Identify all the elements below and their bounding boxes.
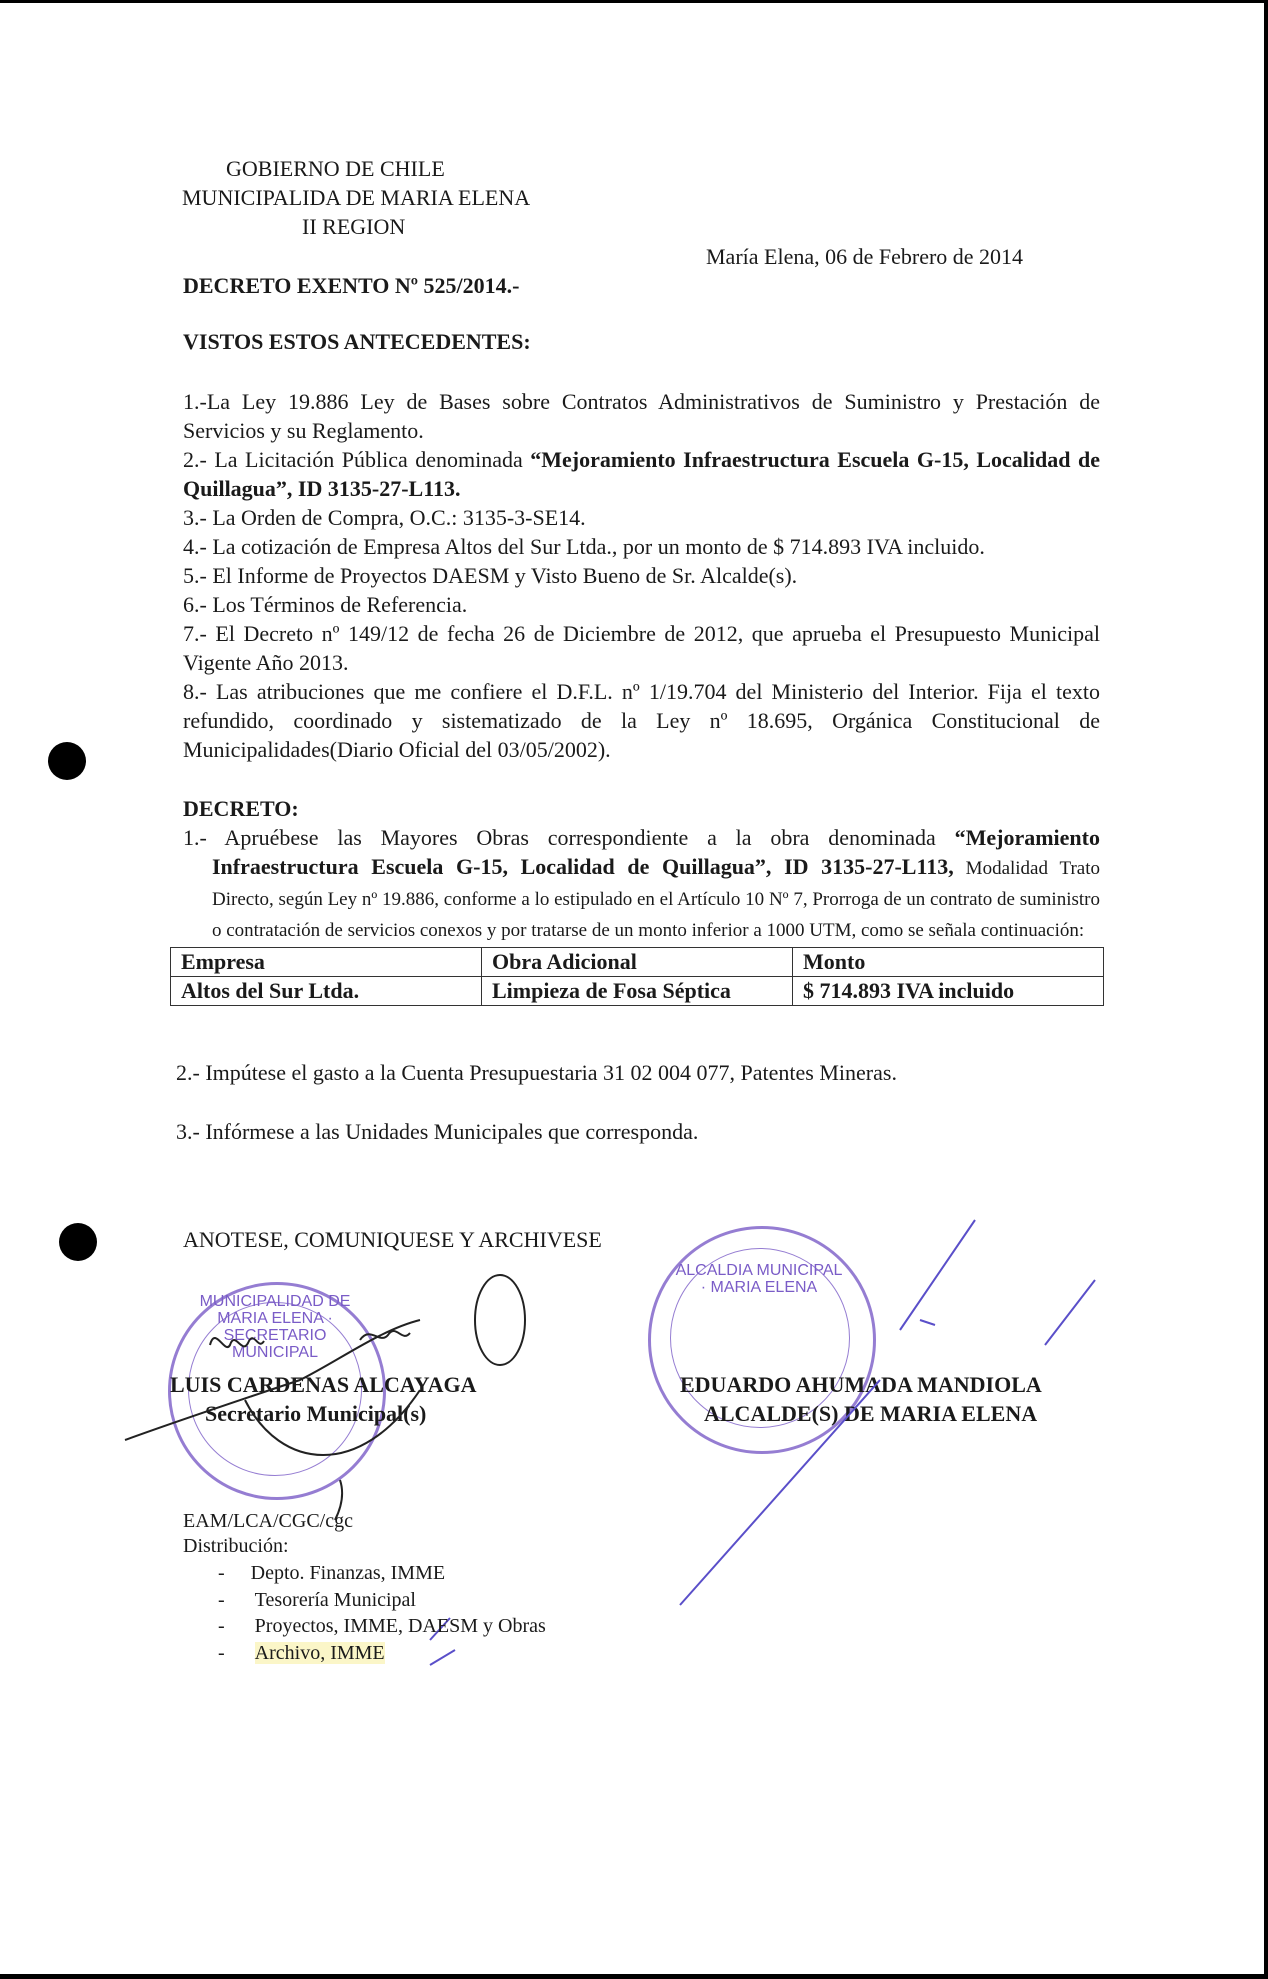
document-date: María Elena, 06 de Febrero de 2014 <box>706 244 1024 269</box>
signer-left-title: Secretario Municipal(s) <box>205 1401 427 1426</box>
decreto-item-2: 2.- Impútese el gasto a la Cuenta Presupuestaria 31 02 004 077, Patentes Mineras. <box>176 1060 897 1085</box>
decreto-title: DECRETO: <box>183 796 299 821</box>
vistos-item: 1.-La Ley 19.886 Ley de Bases sobre Contratos Administrativos de Suministro y Prestación de Servicios y su Reglamento. <box>183 389 1100 443</box>
list-item: - Depto. Finanzas, IMME <box>218 1562 446 1584</box>
table-cell: Altos del Sur Ltda. <box>171 977 482 1006</box>
vistos-item: 6.- Los Términos de Referencia. <box>183 592 468 617</box>
table-header: Obra Adicional <box>482 948 793 977</box>
table-header: Empresa <box>171 948 482 977</box>
vistos-item: 7.- El Decreto nº 149/12 de fecha 26 de Diciembre de 2012, que aprueba el Presupuesto Municipal Vigente Año 2013. <box>183 621 1100 675</box>
signer-left-name: LUIS CARDENAS ALCAYAGA <box>170 1372 477 1397</box>
vistos-item-bold: “Mejoramiento Infraestructura Escuela G-15, Localidad de Quillagua”, ID 3135-27-L113. <box>183 447 1101 501</box>
list-item-text: Depto. Finanzas, IMME <box>250 1562 446 1584</box>
decree-number: DECRETO EXENTO Nº 525/2014.- <box>183 273 520 298</box>
seal-text: MUNICIPALIDAD DE MARIA ELENA · SECRETARIO MUNICIPAL <box>199 1293 351 1361</box>
punch-hole <box>48 742 86 780</box>
vistos-title: VISTOS ESTOS ANTECEDENTES: <box>183 329 531 354</box>
signer-right-title: ALCALDE(S) DE MARIA ELENA <box>704 1401 1038 1426</box>
list-item-text: Proyectos, IMME, DAESM y Obras <box>254 1615 546 1637</box>
letterhead-line: MUNICIPALIDA DE MARIA ELENA <box>182 185 531 210</box>
letterhead-line: GOBIERNO DE CHILE <box>226 156 445 181</box>
list-item-text: Tesorería Municipal <box>254 1589 416 1611</box>
decreto-item-text: 1.- Apruébese las Mayores Obras correspondiente a la obra denominada <box>183 825 955 850</box>
distribution-label: Distribución: <box>183 1535 289 1557</box>
vistos-list <box>183 387 1100 764</box>
vistos-item: 8.- Las atribuciones que me confiere el D.F.L. nº 1/19.704 del Ministerio del Interior. Fija el texto refundido, coordinado y sistematizado de la Ley nº 18.695, Orgánica Constitucional de Municipalidades(Diario Oficial del 03/05/2002). <box>183 679 1100 762</box>
list-item: - Proyectos, IMME, DAESM y Obras <box>218 1615 546 1637</box>
decreto-item-1 <box>183 823 1100 945</box>
signature-left-loop <box>475 1275 525 1365</box>
scan-edge-top <box>0 0 1268 3</box>
seal-text: ALCALDIA MUNICIPAL · MARIA ELENA <box>675 1262 843 1296</box>
decreto-item-3: 3.- Infórmese a las Unidades Municipales que corresponda. <box>176 1119 699 1144</box>
table-cell: $ 714.893 IVA incluido <box>793 977 1104 1006</box>
vistos-item <box>183 445 1100 503</box>
initials: EAM/LCA/CGC/cgc <box>183 1510 353 1532</box>
table-row <box>171 977 1104 1006</box>
vistos-item-text: 2.- La Licitación Pública denominada <box>183 447 531 472</box>
punch-hole <box>59 1223 97 1261</box>
signer-right-name: EDUARDO AHUMADA MANDIOLA <box>680 1372 1042 1397</box>
table-header-row <box>171 948 1104 977</box>
list-item-text: Archivo, IMME <box>254 1642 385 1664</box>
document-body <box>176 327 1101 1146</box>
letterhead-line: II REGION <box>302 214 406 239</box>
decreto-item-text: Modalidad Trato Directo, según Ley nº 19.886, conforme a lo estipulado en el Artículo 10 Nº 7, Prorroga de un contrato de suministro o contratación de servicios conexos y por tratarse de un monto inferior a 1000 UTM, como se señala continuación: <box>212 858 1101 941</box>
vistos-item: 4.- La cotización de Empresa Altos del Sur Ltda., por un monto de $ 714.893 IVA incluido. <box>183 534 985 559</box>
closing-formula: ANOTESE, COMUNIQUESE Y ARCHIVESE <box>183 1227 602 1252</box>
vistos-item: 5.- El Informe de Proyectos DAESM y Visto Bueno de Sr. Alcalde(s). <box>183 563 798 588</box>
decreto-item-bold: “Mejoramiento Infraestructura Escuela G-15, Localidad de Quillagua”, ID 3135-27-L113, <box>212 825 1100 879</box>
table-cell: Limpieza de Fosa Séptica <box>482 977 793 1006</box>
list-item: - Archivo, IMME <box>218 1642 385 1664</box>
obras-table <box>170 947 1104 1006</box>
scan-edge-bottom <box>0 1974 1268 1979</box>
list-item: - Tesorería Municipal <box>218 1589 416 1611</box>
vistos-item: 3.- La Orden de Compra, O.C.: 3135-3-SE14. <box>183 505 586 530</box>
table-header: Monto <box>793 948 1104 977</box>
scan-edge-right <box>1264 0 1268 1979</box>
